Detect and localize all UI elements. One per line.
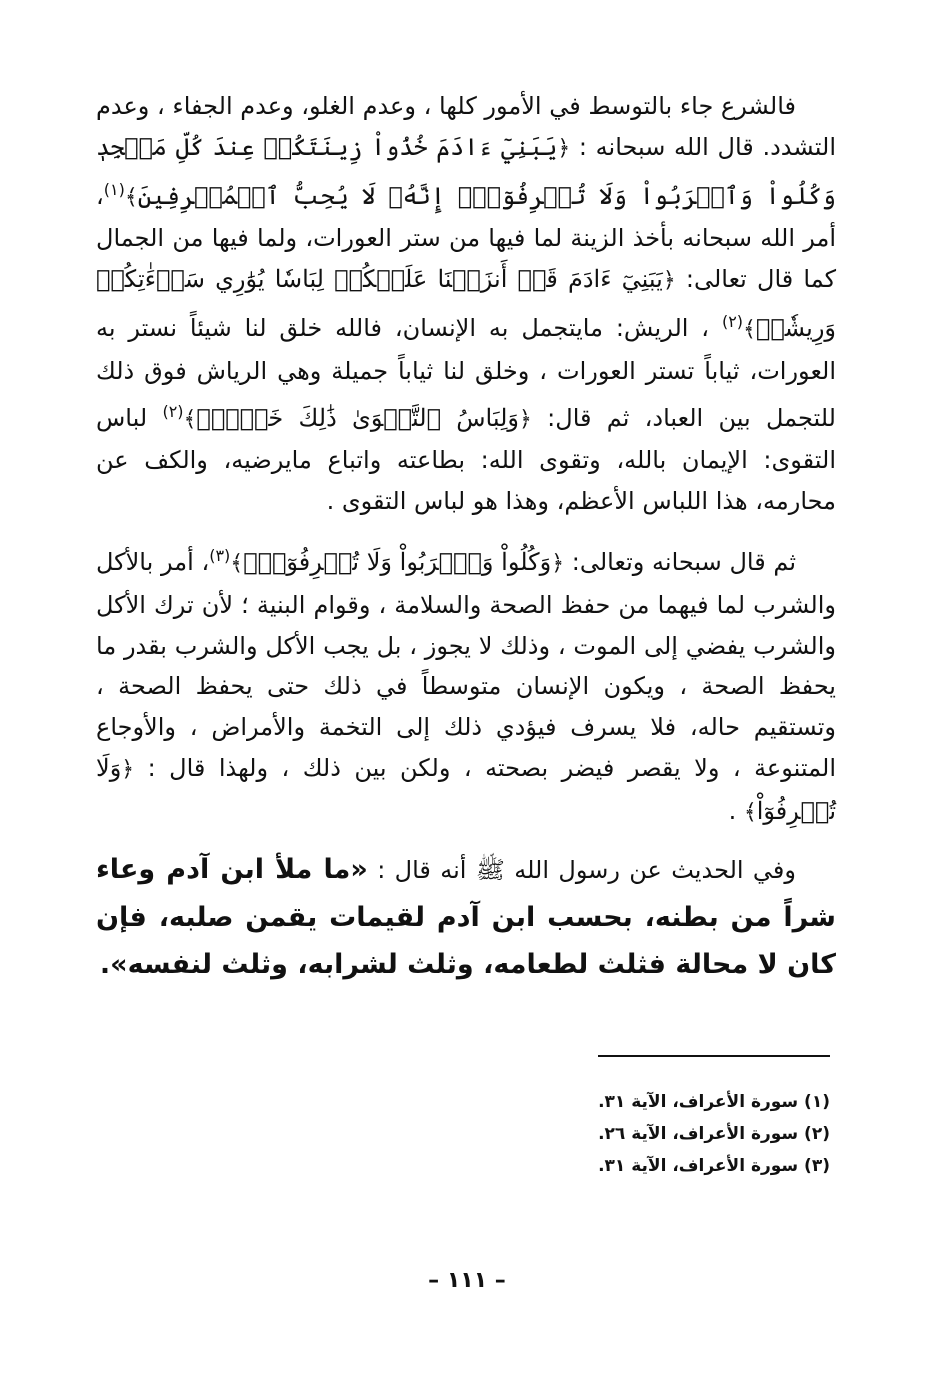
footnote-1: (١) سورة الأعراف، الآية ٣١.: [598, 1092, 830, 1112]
footnote-divider: [598, 1055, 830, 1057]
footnote-3: (٣) سورة الأعراف، الآية ٣١.: [598, 1156, 830, 1176]
paragraph-1-text-4: لباس التقوى: الإيمان بالله، وتقوى الله: بطاعته واتباع مايرضيه، والكف عن محارمه، هذا اللباس الأعظم، وهذا هو لباس التقوى .: [96, 403, 836, 516]
paragraph-1-text-1: فالشرع جاء بالتوسط في الأمور كلها ، وعدم الغلو، وعدم الجفاء ، وعدم التشدد. قال الله سبحانه :: [96, 92, 836, 161]
hadith-paragraph: [96, 846, 836, 988]
ornate-bracket-close-icon: ﴾: [230, 550, 244, 576]
paragraph-2-text-3: .: [728, 796, 744, 825]
quran-verse-5: وَلَا تُسۡرِفُوٓاْ: [96, 753, 836, 825]
footnotes: [430, 1086, 830, 1182]
paragraph-1-text-2: ، أمر الله سبحانه بأخذ الزينة لما فيها من ستر العورات، ولما فيها من الجمال كما قال تعالى:: [96, 181, 837, 294]
ornate-bracket-close-icon: ﴾: [743, 316, 756, 342]
hadith-intro: وفي الحديث عن رسول الله ﷺ أنه قال :: [367, 855, 796, 884]
quran-verse-1: يَبَنِيٓ ءَادَمَ خُذُواْ زِينَتَكُمۡ عِندَ كُلِّ مَسۡجِدٖ وَكُلُواْ وَٱشۡرَبُواْ وَلَا تُسۡرِفُوٓاْۚ إِنَّهُۥ لَا يُحِبُّ ٱلۡمُسۡرِفِينَ: [96, 132, 836, 210]
footnote-ref-4: (٣): [209, 545, 231, 565]
paragraph-1: [96, 86, 836, 522]
ornate-bracket-open-icon: ﴿: [557, 135, 571, 161]
ornate-bracket-close-icon: ﴾: [124, 184, 138, 210]
page-body: [96, 86, 836, 1015]
paragraph-1-text-3: ، الريش: مايتجمل به الإنسان، فالله خلق لنا شيئاً نستر به العورات، ثياباً تستر العورات ، وخلق لنا ثياباً جميلة وهي الرياش فوق ذلك للتجمل بين العباد، ثم قال:: [96, 313, 836, 432]
ornate-bracket-close-icon: ﴾: [183, 406, 197, 432]
hadith-text: «ما ملأ ابن آدم وعاء شراً من بطنه، بحسب ابن آدم لقيمات يقمن صلبه، فإن كان لا محالة فثلث لطعامه، وثلث لشرابه، وثلث لنفسه».: [96, 853, 836, 980]
ornate-bracket-open-icon: ﴿: [662, 268, 676, 294]
paragraph-2-text-2: ، أمر بالأكل والشرب لما فيهما من حفظ الصحة والسلامة ، وقوام البنية ؛ لأن ترك الأكل والشرب يفضي إلى الموت ، وذلك لا يجوز ، بل يجب الأكل والشرب بقدر ما يحفظ الصحة ، ويكون الإنسان متوسطاً في ذلك حتى يحفظ الصحة ، وتستقيم حاله، فلا يسرف فيؤدي ذلك إلى التخمة والأمراض ، والأوجاع المتنوعة ، ولا يقصر فيضر بصحته ، ولكن بين ذلك ، ولهذا قال :: [96, 547, 836, 782]
paragraph-2-text-1: ثم قال سبحانه وتعالى:: [564, 547, 797, 576]
quran-verse-4: وَكُلُواْ وَٱشۡرَبُواْ وَلَا تُسۡرِفُوٓاْۚ: [243, 547, 552, 576]
ornate-bracket-open-icon: ﴿: [519, 406, 532, 432]
footnote-ref-1: (١): [103, 179, 125, 199]
quran-verse-3: وَلِبَاسُ ٱلتَّقۡوَىٰ ذَٰلِكَ خَيۡرٞۚ: [196, 403, 520, 432]
footnote-2: (٢) سورة الأعراف، الآية ٢٦.: [598, 1124, 830, 1144]
ornate-bracket-open-icon: ﴿: [121, 756, 135, 782]
ornate-bracket-open-icon: ﴿: [551, 550, 565, 576]
paragraph-2: [96, 536, 836, 834]
quran-verse-2: يَبَنِيٓ ءَادَمَ قَدۡ أَنزَلۡنَا عَلَيۡكُمۡ لِبَاسٗا يُوَٰرِي سَوۡءَٰتِكُمۡ وَرِيشٗاۖ: [96, 265, 836, 342]
footnote-ref-2: (٢): [721, 311, 744, 331]
ornate-bracket-close-icon: ﴾: [743, 799, 757, 825]
page-number: – ١١١ –: [428, 1268, 506, 1293]
footnote-ref-3: (٢): [162, 401, 184, 421]
